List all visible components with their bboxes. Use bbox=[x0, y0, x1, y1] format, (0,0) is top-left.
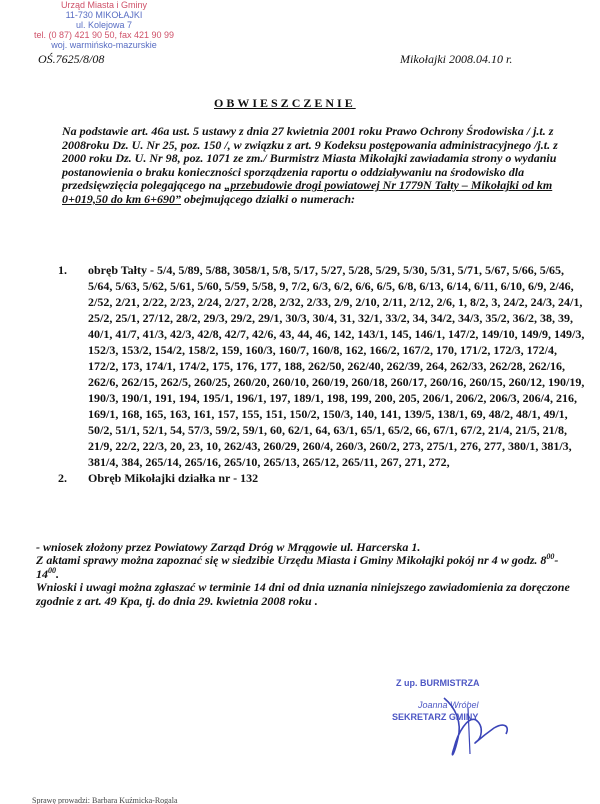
office-stamp bbox=[4, 0, 204, 50]
list-item bbox=[58, 262, 588, 470]
list-item-number: 1. bbox=[58, 263, 67, 277]
intro-paragraph bbox=[62, 125, 582, 207]
application-note: - wniosek złożony przez Powiatowy Zarząd Dróg w Mrągowie ul. Harcerska 1. bbox=[36, 540, 421, 554]
signature-line-1: Z up. BURMISTRZA bbox=[396, 678, 480, 688]
project-name: „przebudowie drogi powiatowej Nr 1779N Tałty – Mikołajki od km 0+019,50 do km 6+690” bbox=[62, 178, 553, 206]
parcel-list bbox=[58, 262, 588, 486]
stamp-line-4: tel. (0 87) 421 90 50, fax 421 90 99 bbox=[33, 30, 175, 40]
stamp-line-5: woj. warmińsko-mazurskie bbox=[51, 40, 157, 50]
list-item-text: Obręb Mikołajki działka nr - 132 bbox=[88, 471, 259, 485]
handwritten-signature-icon bbox=[384, 668, 584, 768]
files-note bbox=[36, 554, 576, 581]
signature-line-3: SEKRETARZ GMINY bbox=[392, 712, 479, 722]
document-title: OBWIESZCZENIE bbox=[214, 96, 356, 110]
hour-from: 00 bbox=[546, 552, 555, 562]
list-item bbox=[58, 470, 588, 486]
intro-text: Na podstawie art. 46a ust. 5 ustawy z dnia 27 kwietnia 2001 roku Prawo Ochrony Środowiska / j.t. z 2008roku Dz. U. Nr 25, poz. 150 /, w związku z art. 9 Kodeksu postępowania administracyjnego /j.t. z 2000 roku Dz. U. Nr 98, poz. 1071 ze zm./ Burmistrz Miasta Mikołajki zawiadamia strony o wydaniu postanowienia o braku konieczności sporządzenia raportu o oddziaływaniu na środowisko dla przedsięwzięcia polegającego na bbox=[62, 124, 558, 193]
signature-line-2: Joanna Wróbel bbox=[418, 700, 479, 710]
list-item-number: 2. bbox=[58, 471, 67, 485]
list-item-text: obręb Tałty - 5/4, 5/89, 5/88, 3058/1, 5/8, 5/17, 5/27, 5/28, 5/29, 5/30, 5/31, 5/71, 5/67, 5/66, 5/65, 5/64, 5/63, 5/62, 5/61, 5/60, 5/59, 5/58, 9, 7/2, 6/3, 6/2, 6/6, 6/5, 6/8, 6/13, 6/14, 6/11, 6/10, 6/9, 2/46, 2/52, 2/21, 2/22, 2/23, 2/24, 2/27, 2/28, 2/32, 2/33, 2/9, 2/10, 2/11, 2/12, 2/6, 1, 8/2, 3, 24/2, 24/3, 24/1, 25/2, 25/1, 27/12, 28/2, 29/3, 29/2, 29/1, 30/3, 30/4, 31, 32/1, 33/2, 34, 34/2, 34/3, 35/2, 36/2, 38, 39, 40/1, 41/7, 41/3, 42/3, 42/8, 42/7, 42/6, 43, 44, 46, 142, 143/1, 145, 146/1, 147/2, 149/10, 149/9, 149/3, 152/3, 153/2, 154/2, 158/2, 159, 160/3, 160/7, 160/8, 162, 166/2, 167/2, 170, 171/2, 172/3, 172/4, 172/2, 173, 174/1, 174/2, 175, 176, 177, 188, 262/50, 262/40, 262/39, 264, 262/33, 262/28, 262/16, 262/6, 262/15, 262/5, 260/25, 260/20, 260/10, 260/19, 260/18, 260/17, 260/16, 260/15, 260/12, 190/19, 190/3, 190/1, 191, 194, 195/1, 196/1, 197, 189/1, 198, 199, 200, 205, 206/1, 206/2, 206/3, 206/4, 216, 169/1, 168, 165, 163, 161, 157, 155, 151, 150/2, 150/3, 140, 141, 139/5, 138/1, 69, 48/2, 48/1, 49/1, 50/2, 51/1, 52/1, 54, 57/3, 59/2, 59/1, 60, 62/1, 64, 63/1, 65/1, 65/2, 66, 67/1, 67/2, 21/4, 21/5, 21/8, 21/9, 22/2, 22/3, 20, 23, 10, 262/43, 260/29, 260/4, 260/3, 260/2, 273, 275/1, 276, 277, 380/1, 381/3, 381/4, 384, 265/14, 265/16, 265/10, 265/13, 265/12, 265/11, 267, 271, 272, bbox=[88, 263, 585, 469]
comments-note: Wnioski i uwagi można zgłaszać w terminie 14 dni od dnia uznania niniejszego zawiadomienia za doręczone zgodnie z art. 49 Kpa, tj. do dnia 29. kwietnia 2008 roku . bbox=[36, 580, 570, 608]
stamp-line-1: Urząd Miasta i Gminy bbox=[60, 0, 148, 10]
reference-number: OŚ.7625/8/08 bbox=[38, 52, 105, 66]
files-note-text: Z aktami sprawy można zapoznać się w siedzibie Urzędu Miasta i Gminy Mikołajki pokój nr 4 w godz. 8 bbox=[36, 553, 547, 568]
signature-stamp bbox=[384, 668, 584, 768]
files-note-end: . bbox=[56, 566, 59, 581]
hour-separator: -14 bbox=[36, 553, 559, 581]
stamp-line-3: ul. Kolejowa 7 bbox=[75, 20, 133, 30]
intro-tail: obejmującego działki o numerach: bbox=[181, 191, 356, 206]
stamp-line-2: 11-730 MIKOŁAJKI bbox=[65, 10, 143, 20]
hour-to: 00 bbox=[48, 565, 56, 575]
notes-section bbox=[36, 541, 576, 608]
footer-note: Sprawę prowadzi: Barbara Kuźmicka-Rogala bbox=[32, 796, 178, 804]
document-date: Mikołajki 2008.04.10 r. bbox=[400, 52, 513, 66]
